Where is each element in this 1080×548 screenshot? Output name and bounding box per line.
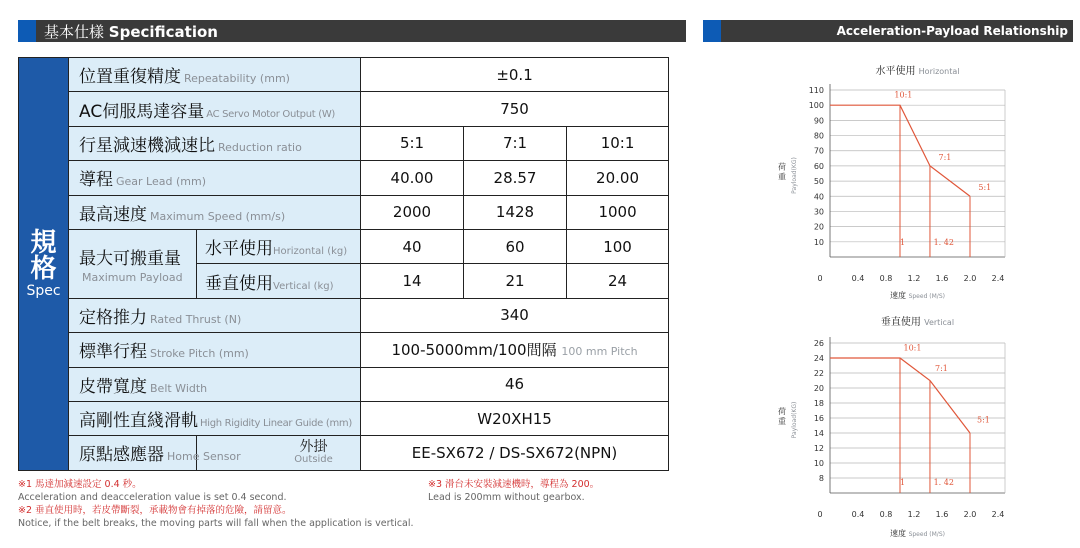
belt-width-value: 46 [361, 367, 669, 401]
payload-label [69, 229, 197, 298]
label-zh: 行星減速機減速比 [79, 135, 215, 156]
table-row [19, 401, 669, 435]
y-tick-label: 60 [813, 161, 824, 171]
reduction-value: 10:1 [567, 126, 669, 160]
x-tick-label: 2.0 [963, 510, 977, 519]
chart-title-zh: 水平使用 [875, 66, 919, 77]
y-axis-label-char: 重 [778, 172, 786, 182]
y-axis-label-char: 荷 [778, 162, 786, 172]
label-en: Maximum Payload [82, 270, 183, 284]
y-tick-label: 24 [813, 354, 824, 363]
label-en: Maximum Speed (mm/s) [150, 209, 286, 223]
table-row [19, 333, 669, 367]
lead-value: 40.00 [361, 161, 464, 195]
label-zh: 位置重復精度 [79, 67, 181, 88]
horizontal-payload-value: 100 [567, 229, 669, 263]
row-label [69, 161, 361, 195]
chart-annotation: 1. 42 [933, 477, 954, 487]
y-tick-label: 18 [813, 399, 824, 408]
x-axis-label-en: Speed (M/S) [908, 293, 945, 300]
y-axis-label-en: Payload(KG) [791, 157, 798, 194]
note-3-en: Lead is 200mm without gearbox. [428, 492, 585, 503]
chart-annotation: 1 [900, 477, 906, 487]
lead-value: 28.57 [464, 161, 567, 195]
label-zh: 定格推力 [79, 307, 147, 328]
chart-annotation: 5:1 [978, 183, 992, 193]
label-en: Vertical (kg) [273, 280, 334, 292]
label-zh: 水平使用 [205, 239, 273, 260]
motor-output-value: 750 [361, 92, 669, 126]
label-en: Rated Thrust (N) [150, 312, 242, 326]
label-en: Belt Width [150, 381, 208, 395]
table-row [19, 126, 669, 160]
y-tick-label: 26 [813, 339, 824, 348]
notes-left [18, 478, 414, 530]
x-tick-label: 1.6 [935, 274, 949, 283]
repeatability-value: ±0.1 [361, 58, 669, 92]
y-tick-label: 90 [813, 116, 824, 126]
y-tick-label: 14 [813, 429, 824, 438]
row-label [69, 367, 361, 401]
note-2-zh: ※2 垂直使用時，若皮帶斷裂，承載物會有掉落的危險，請留意。 [18, 505, 292, 516]
spec-side-label [19, 58, 69, 471]
note-3-zh: ※3 滑台未安裝減速機時，導程為 200。 [428, 479, 600, 490]
max-speed-value: 1000 [567, 195, 669, 229]
y-tick-label: 10 [813, 237, 824, 247]
x-axis-label-zh: 速度 [890, 291, 909, 300]
header-accent [703, 20, 721, 42]
vertical-chart [760, 313, 1060, 543]
row-label [69, 298, 361, 332]
chart-annotation: 5:1 [977, 415, 990, 425]
max-speed-value: 1428 [464, 195, 567, 229]
y-tick-label: 20 [813, 222, 824, 232]
chart-title [875, 64, 959, 77]
outside-zh: 外掛 [299, 439, 328, 456]
x-tick-label: 1.2 [907, 510, 921, 519]
y-axis-label-char: 重 [778, 417, 786, 426]
x-tick-label: 2.0 [963, 274, 977, 283]
table-row [19, 436, 669, 470]
x-tick-label: 1.6 [935, 510, 949, 519]
label-en: Stroke Pitch (mm) [150, 347, 249, 361]
spec-table [18, 57, 669, 471]
label-en: Repeatability (mm) [184, 72, 290, 86]
row-label [69, 333, 361, 367]
label-zh: 標準行程 [79, 342, 147, 363]
y-tick-label: 110 [808, 86, 824, 95]
y-tick-label: 40 [813, 192, 824, 202]
vertical-payload-value: 24 [567, 264, 669, 298]
y-tick-label: 100 [808, 101, 824, 111]
y-tick-label: 70 [813, 146, 824, 156]
linear-guide-value: W20XH15 [361, 401, 669, 435]
rated-thrust-value: 340 [361, 298, 669, 332]
y-tick-label: 16 [813, 414, 824, 423]
reduction-value: 5:1 [361, 126, 464, 160]
row-label [69, 58, 361, 92]
x-axis-label-zh: 速度 [890, 529, 909, 538]
row-label [69, 126, 361, 160]
chart-title-en: Horizontal [918, 67, 960, 76]
horizontal-payload-value: 40 [361, 229, 464, 263]
label-zh: 原點感應器 [79, 445, 164, 466]
chart-annotation: 1 [900, 237, 906, 247]
table-row [19, 161, 669, 195]
stroke-value [361, 333, 669, 367]
header-accent [18, 20, 36, 42]
side-label-en: Spec [26, 282, 61, 299]
label-zh: 最高速度 [79, 204, 147, 225]
horizontal-label [197, 229, 361, 263]
row-label [69, 92, 361, 126]
y-axis-label-en: Payload(KG) [791, 401, 798, 439]
note-1-zh: ※1 馬達加減速設定 0.4 秒。 [18, 479, 142, 490]
label-zh: 導程 [79, 170, 113, 191]
note-1-en: Acceleration and deacceleration value is set 0.4 second. [18, 492, 287, 503]
y-axis-label-char: 荷 [778, 407, 786, 416]
y-tick-label: 10 [813, 459, 824, 468]
x-tick-label: 2.4 [991, 510, 1005, 519]
x-tick-label: 0.4 [851, 274, 865, 283]
x-tick-label: 1.2 [907, 274, 921, 283]
x-tick-label: 0.8 [879, 274, 893, 283]
horizontal-chart [760, 62, 1060, 302]
y-tick-label: 30 [813, 207, 824, 217]
label-en: Reduction ratio [218, 140, 302, 154]
label-en: Gear Lead (mm) [116, 175, 206, 189]
chart-title-en: Vertical [924, 318, 955, 327]
spec-header-title [36, 21, 218, 42]
table-row [19, 58, 669, 92]
spec-header-bar [18, 20, 686, 42]
lead-value: 20.00 [567, 161, 669, 195]
row-label [69, 401, 361, 435]
stroke-value-en: 100 mm Pitch [561, 345, 638, 359]
stroke-value-main: 100-5000mm/100間隔 [391, 341, 557, 360]
y-tick-label: 8 [818, 474, 824, 483]
note-2-en: Notice, if the belt breaks, the moving parts will fall when the application is vertical. [18, 518, 414, 529]
x-tick-label: 0.4 [851, 510, 865, 519]
label-zh: 高剛性直綫滑軌 [79, 411, 198, 432]
label-en: Home Sensor [167, 450, 241, 464]
vertical-payload-value: 21 [464, 264, 567, 298]
label-en: Horizontal (kg) [273, 246, 348, 258]
label-zh: AC伺服馬達容量 [79, 101, 205, 122]
chart-header-title: Acceleration-Payload Relationship [836, 24, 1068, 38]
x-tick-label: 0 [817, 510, 823, 519]
x-axis-label [890, 528, 945, 538]
y-tick-label: 50 [813, 177, 824, 187]
label-en: High Rigidity Linear Guide (mm) [200, 418, 352, 430]
spec-title-en: Specification [108, 22, 218, 41]
label-en: AC Servo Motor Output (W) [206, 108, 336, 120]
x-axis-label [890, 290, 945, 300]
side-label-zh: 規格 [30, 227, 57, 284]
label-zh: 最大可搬重量 [79, 248, 181, 269]
vertical-payload-value: 14 [361, 264, 464, 298]
chart-annotation: 7:1 [935, 363, 948, 373]
row-label [69, 436, 241, 470]
x-tick-label: 0 [817, 274, 823, 283]
label-zh: 皮帶寬度 [79, 376, 147, 397]
table-row [19, 298, 669, 332]
y-tick-label: 22 [813, 369, 824, 378]
chart-header-bar [703, 20, 1073, 42]
x-tick-label: 2.4 [991, 274, 1005, 283]
y-tick-label: 20 [813, 384, 824, 393]
outside-en: Outside [294, 454, 333, 466]
vertical-label [197, 264, 361, 298]
chart-annotation: 7:1 [938, 152, 952, 162]
label-zh: 垂直使用 [205, 273, 273, 294]
spec-title-zh: 基本仕樣 [44, 22, 105, 41]
x-tick-label: 0.8 [879, 510, 893, 519]
table-row [19, 367, 669, 401]
horizontal-payload-value: 60 [464, 229, 567, 263]
table-row [19, 195, 669, 229]
table-row [19, 92, 669, 126]
y-tick-label: 80 [813, 131, 824, 141]
table-row [19, 229, 669, 263]
notes-right [428, 478, 599, 504]
chart-annotation: 1. 42 [933, 237, 954, 247]
chart-annotation: 10:1 [903, 343, 922, 353]
y-tick-label: 12 [813, 444, 824, 453]
chart-title [881, 315, 954, 328]
home-sensor-value: EE-SX672 / DS-SX672(NPN) [361, 436, 669, 470]
reduction-value: 7:1 [464, 126, 567, 160]
chart-title-zh: 垂直使用 [880, 317, 925, 328]
x-axis-label-en: Speed (M/S) [908, 531, 945, 538]
row-label [69, 195, 361, 229]
max-speed-value: 2000 [361, 195, 464, 229]
chart-annotation: 10:1 [894, 90, 913, 100]
